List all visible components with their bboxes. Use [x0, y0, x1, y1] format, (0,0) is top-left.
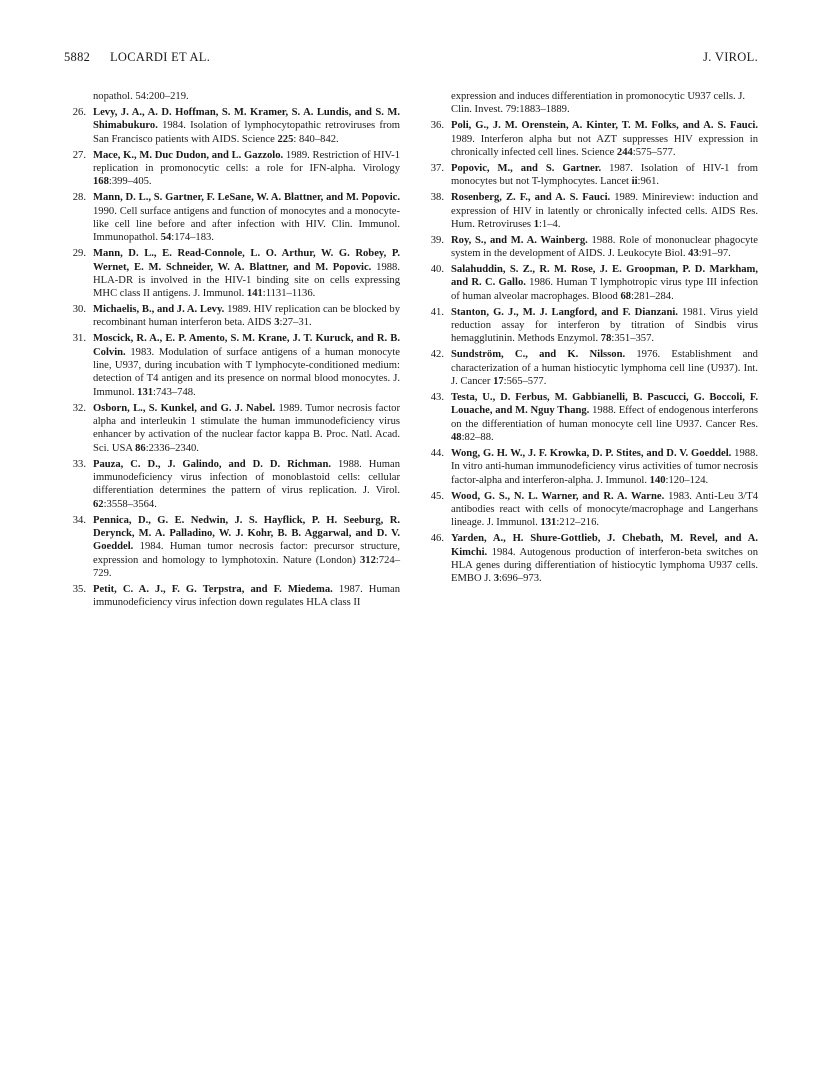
reference-volume: 3 [493, 573, 499, 585]
journal-abbrev: J. VIROL. [703, 50, 758, 64]
reference-text: 1988. Human immunodeficiency virus infection of monoblastoid cells: cellular differentiation determines the pattern of virus replication. J. Virol. [93, 458, 400, 497]
reference-volume: ii [631, 176, 638, 188]
reference-pages: :174–183. [171, 232, 214, 244]
reference-volume: 140 [649, 474, 666, 486]
reference-entry [64, 583, 400, 610]
reference-entry [64, 332, 400, 399]
reference-text: 1984. Autogenous production of interferon-beta switches on HLA genes during differentiation of histiocytic lymphoma U937 cells. EMBO J. [451, 546, 758, 585]
reference-continuation [64, 90, 400, 103]
running-authors: LOCARDI ET AL. [110, 50, 211, 64]
reference-text: 1981. Virus yield reduction assay for interferon by titration of Sindbis virus hemagglutinin. Methods Enzymol. [451, 306, 758, 345]
reference-number: 38. [430, 192, 444, 204]
reference-entry [422, 391, 758, 444]
reference-pages: :696–973. [498, 573, 542, 585]
reference-authors: Mann, D. L., E. Read-Connole, L. O. Arthur, W. G. Robey, P. Wernet, E. M. Schneider, W. A. Blattner, and M. Popovic. [93, 248, 400, 273]
reference-text: 1983. Anti-Leu 3/T4 antibodies react with cells of monocyte/macrophage and Langerhans lineage. J. Immunol. [451, 490, 758, 529]
reference-number: 37. [430, 162, 444, 174]
reference-text: 1988. In vitro anti-human immunodeficiency virus activities of tumor necrosis factor-alpha and interferon-alpha. J. Immunol. [451, 447, 758, 486]
reference-volume: 244 [616, 146, 633, 158]
reference-authors: Pauza, C. D., J. Galindo, and D. D. Richman. [93, 458, 332, 470]
reference-authors: Moscick, R. A., E. P. Amento, S. M. Krane, J. T. Kuruck, and R. B. Colvin. [93, 333, 400, 358]
reference-entry [64, 514, 400, 581]
reference-pages: :2336–2340. [145, 442, 199, 454]
page-number: 5882 [64, 50, 91, 64]
reference-pages: :91–97. [698, 248, 731, 260]
reference-number: 35. [72, 583, 86, 595]
reference-volume: 86 [135, 442, 146, 454]
reference-authors: Popovic, M., and S. Gartner. [451, 162, 602, 174]
reference-authors: Roy, S., and M. A. Wainberg. [451, 234, 588, 246]
reference-pages: :27–31. [279, 317, 312, 329]
reference-volume: 168 [93, 176, 109, 188]
reference-entry [64, 149, 400, 189]
reference-entry [422, 306, 758, 346]
reference-volume: 17 [493, 376, 504, 388]
reference-entry [64, 402, 400, 455]
reference-volume: 68 [620, 290, 632, 302]
reference-number: 46. [430, 533, 444, 545]
reference-number: 36. [430, 120, 444, 132]
reference-entry [422, 348, 758, 388]
reference-authors: Osborn, L., S. Kunkel, and G. J. Nabel. [93, 402, 276, 414]
reference-volume: 225 [277, 133, 294, 145]
reference-text: expression and induces differentiation in promonocytic U937 cells. J. Clin. Invest. [451, 91, 746, 116]
reference-authors: Yarden, A., H. Shure-Gottlieb, J. Chebath, M. Revel, and A. Kimchi. [451, 533, 758, 558]
reference-volume: 78 [600, 333, 612, 345]
reference-text: 1984. Isolation of lymphocytopathic retroviruses from San Francisco patients with AIDS. Science [93, 120, 400, 145]
reference-text: 1989. Restriction of HIV-1 replication in promonocytic cells: a role for IFN-alpha. Virology [93, 149, 400, 174]
reference-entry [64, 303, 400, 330]
reference-entry [64, 191, 400, 244]
reference-text: 1989. Interferon alpha but not AZT suppresses HIV expression in chronically infected cell lines. Science [451, 133, 758, 158]
reference-continuation [422, 90, 758, 117]
reference-authors: Poli, G., J. M. Orenstein, A. Kinter, T. M. Folks, and A. S. Fauci. [451, 120, 758, 132]
reference-pages: :1131–1136. [262, 288, 316, 300]
reference-text: nopathol. [93, 91, 136, 102]
reference-volume: 141 [246, 288, 263, 300]
reference-text: 1988. Role of mononuclear phagocyte system in the development of AIDS. J. Leukocyte Biol. [451, 234, 758, 260]
reference-text: 1989. Minireview: induction and expression of HIV in latently or chronically infected cells. AIDS Res. Hum. Retroviruses [451, 192, 758, 230]
reference-volume: 43 [688, 248, 699, 260]
reference-number: 42. [430, 349, 444, 361]
reference-pages: : 840–842. [293, 133, 339, 145]
reference-volume: 312 [359, 554, 376, 566]
reference-pages: :961. [637, 176, 660, 188]
reference-text: 1983. Modulation of surface antigens of a human monocyte line, U937, during incubation with T lymphocyte-conditioned medium: detection of T4 antigen and its presence on normal blood monocytes. J. Immunol. [93, 346, 400, 398]
reference-volume: 54 [160, 232, 172, 244]
reference-authors: Levy, J. A., A. D. Hoffman, S. M. Kramer, S. A. Lundis, and S. M. Shimabukuro. [93, 106, 400, 132]
reference-volume: 62 [93, 498, 104, 510]
reference-number: 44. [430, 447, 444, 459]
reference-entry [422, 191, 758, 231]
reference-entry [422, 263, 758, 303]
reference-text: 1986. Human T lymphotropic virus type III infection of human alveolar macrophages. Blood [451, 277, 758, 302]
reference-entry [422, 490, 758, 530]
reference-volume: 3 [274, 317, 280, 329]
reference-volume: 54 [135, 91, 146, 102]
reference-authors: Wong, G. H. W., J. F. Krowka, D. P. Stites, and D. V. Goeddel. [451, 447, 732, 459]
reference-entry [422, 532, 758, 585]
reference-text: 1984. Human tumor necrosis factor: precursor structure, expression and homology to lymphotoxin. Nature (London) [93, 541, 400, 566]
reference-volume: 79 [505, 104, 517, 116]
reference-number: 40. [430, 264, 444, 276]
reference-text: 1987. Human immunodeficiency virus infection down regulates HLA class II [93, 583, 400, 609]
reference-pages: :200–219. [145, 91, 189, 102]
reference-pages: :120–124. [665, 474, 709, 486]
reference-entry [422, 119, 758, 159]
reference-authors: Wood, G. S., N. L. Warner, and R. A. Warne. [451, 490, 665, 502]
reference-pages: :565–577. [503, 376, 547, 388]
reference-entry [422, 162, 758, 189]
reference-pages: :399–405. [108, 176, 152, 188]
reference-authors: Mace, K., M. Duc Dudon, and L. Gazzolo. [93, 149, 284, 161]
reference-entry [64, 106, 400, 146]
reference-authors: Pennica, D., G. E. Nedwin, J. S. Hayflick, P. H. Seeburg, R. Derynck, M. A. Palladino, W. J. Kohr, B. B. Aggarwal, and D. V. Goeddel. [93, 514, 400, 553]
right-column [422, 90, 758, 588]
reference-number: 33. [72, 458, 86, 470]
reference-pages: :743–748. [153, 386, 196, 398]
reference-number: 29. [72, 248, 86, 260]
reference-pages: :351–357. [611, 333, 655, 345]
reference-text: 1988. Effect of endogenous interferons on the differentiation of human monocyte cell line U937. Cancer Res. [451, 405, 758, 430]
reference-pages: :1883–1889. [516, 104, 570, 116]
reference-number: 31. [72, 333, 86, 345]
reference-number: 26. [72, 106, 86, 118]
reference-volume: 1 [533, 218, 539, 230]
reference-entry [422, 447, 758, 487]
reference-pages: :575–577. [632, 146, 676, 158]
reference-authors: Salahuddin, S. Z., R. M. Rose, J. E. Groopman, P. D. Markham, and R. C. Gallo. [451, 264, 758, 289]
reference-text: 1990. Cell surface antigens and function of monocytes and a monocyte-like cell line before and after infection with HIV. Clin. Immunol. Immunopathol. [93, 205, 400, 244]
reference-text: 1989. HIV replication can be blocked by recombinant human interferon beta. AIDS [93, 304, 401, 329]
reference-pages: :82–88. [461, 432, 494, 443]
reference-entry [422, 234, 758, 261]
reference-pages: :1–4. [538, 218, 561, 230]
reference-authors: Rosenberg, Z. F., and A. S. Fauci. [451, 192, 611, 204]
reference-authors: Michaelis, B., and J. A. Levy. [93, 304, 225, 316]
reference-number: 32. [72, 402, 86, 414]
reference-entry [64, 247, 400, 300]
left-column [64, 90, 400, 612]
reference-text: 1976. Establishment and characterization of a human histiocytic lymphoma cell line (U937). Int. J. Cancer [451, 349, 758, 388]
reference-authors: Stanton, G. J., M. J. Langford, and F. Dianzani. [451, 306, 678, 318]
reference-text: 1989. Tumor necrosis factor alpha and interleukin 1 stimulate the human immunodeficiency virus enhancer by activation of the nuclear factor kappa B. Proc. Natl. Acad. Sci. USA [93, 402, 400, 454]
reference-number: 27. [72, 149, 86, 161]
reference-text: 1988. HLA-DR is involved in the HIV-1 binding site on cells expressing MHC class II antigens. J. Immunol. [93, 261, 401, 300]
reference-authors: Petit, C. A. J., F. G. Terpstra, and F. Miedema. [93, 583, 333, 595]
reference-pages: :3558–3564. [103, 498, 157, 510]
running-header [64, 50, 758, 68]
reference-authors: Mann, D. L., S. Gartner, F. LeSane, W. A. Blattner, and M. Popovic. [93, 192, 400, 204]
reference-number: 41. [430, 306, 444, 318]
reference-number: 34. [72, 514, 86, 526]
reference-volume: 131 [540, 517, 557, 529]
reference-number: 30. [72, 304, 86, 316]
reference-number: 45. [430, 490, 444, 502]
reference-entry [64, 458, 400, 511]
reference-text: 1987. Isolation of HIV-1 from monocytes but not T-lymphocytes. Lancet [451, 162, 758, 188]
reference-number: 28. [72, 192, 86, 204]
reference-number: 39. [430, 234, 444, 246]
reference-volume: 131 [137, 386, 154, 398]
reference-pages: :724–729. [93, 554, 400, 580]
reference-pages: :281–284. [631, 290, 674, 302]
reference-volume: 48 [451, 432, 462, 443]
reference-pages: :212–216. [556, 517, 600, 529]
reference-authors: Testa, U., D. Ferbus, M. Gabbianelli, B. Pascucci, G. Boccoli, F. Louache, and M. Nguy Thang. [451, 391, 758, 417]
reference-number: 43. [430, 391, 444, 403]
reference-authors: Sundström, C., and K. Nilsson. [451, 349, 626, 361]
